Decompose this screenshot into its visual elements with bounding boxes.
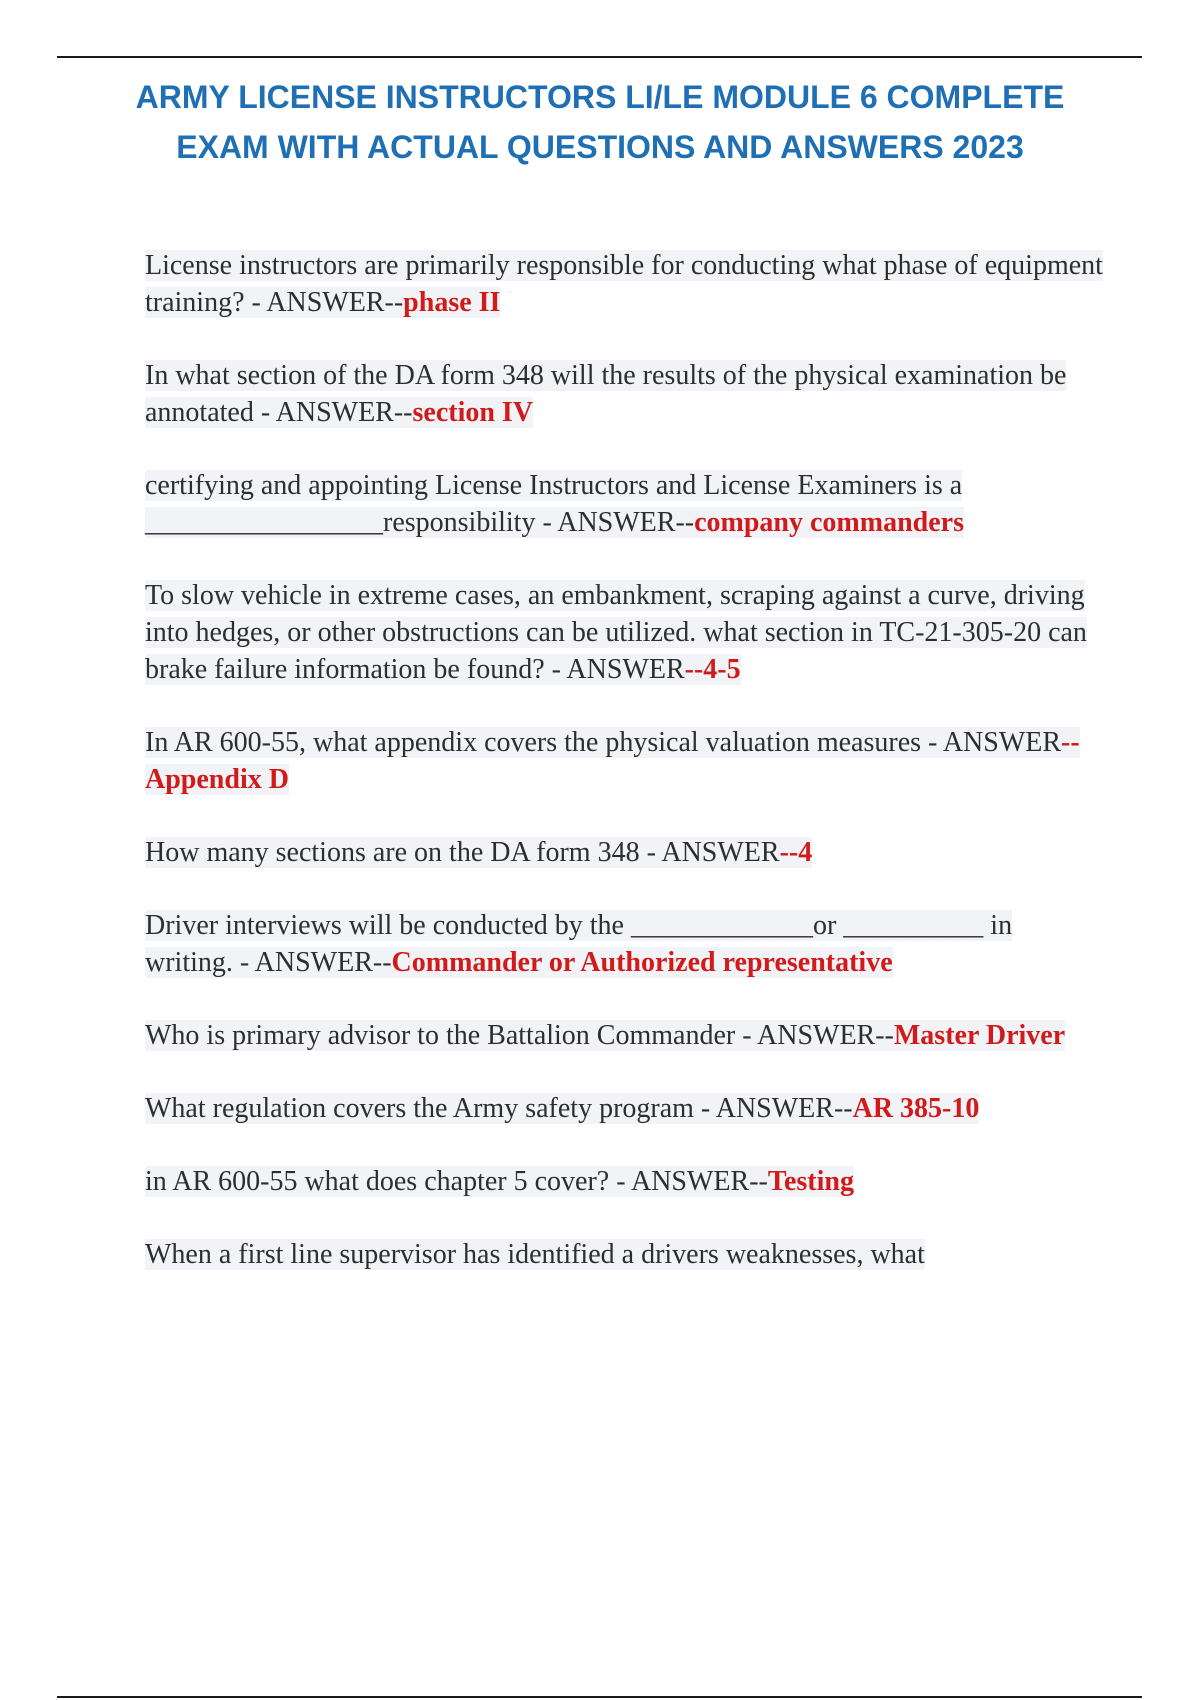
answer-text: AR 385-10 (852, 1093, 980, 1124)
qa-item (145, 247, 1105, 321)
bottom-rule (57, 1696, 1142, 1698)
answer-separator: ANSWER-- (557, 507, 695, 538)
question-text: Who is primary advisor to the Battalion Commander - (145, 1020, 757, 1051)
answer-text: --4-5 (684, 654, 741, 685)
question-text: certifying and appointing License Instructors and License Examiners is a _________________responsibility - (145, 470, 963, 538)
qa-item (145, 907, 1105, 981)
question-text: License instructors are primarily responsible for conducting what phase of equipment training? - (145, 250, 1103, 318)
answer-separator: ANSWER (942, 727, 1062, 758)
question-text: in AR 600-55 what does chapter 5 cover? - (145, 1166, 631, 1197)
answer-text: phase II (403, 287, 501, 318)
question-text: How many sections are on the DA form 348 - (145, 837, 662, 868)
qa-item (145, 724, 1105, 798)
answer-text: Master Driver (893, 1020, 1066, 1051)
answer-separator: ANSWER-- (715, 1093, 853, 1124)
qa-item (145, 834, 1105, 871)
answer-text: section IV (412, 397, 534, 428)
question-text: What regulation covers the Army safety program - (145, 1093, 716, 1124)
question-text: In what section of the DA form 348 will the results of the physical examination be annotated - (145, 360, 1067, 428)
document-title: ARMY LICENSE INSTRUCTORS LI/LE MODULE 6 COMPLETE EXAM WITH ACTUAL QUESTIONS AND ANSWERS 2023 (135, 79, 1065, 165)
qa-item (145, 1163, 1105, 1200)
qa-item (145, 357, 1105, 431)
qa-item (145, 1236, 1105, 1273)
qa-item (145, 577, 1105, 688)
qa-item (145, 467, 1105, 541)
answer-text: company commanders (694, 507, 964, 538)
answer-separator: ANSWER-- (266, 287, 404, 318)
answer-separator: ANSWER-- (275, 397, 413, 428)
answer-text: Commander or Authorized representative (391, 947, 893, 978)
question-text: Driver interviews will be conducted by the _____________or __________ in writing. - (145, 910, 1013, 978)
qa-list (145, 247, 1105, 1309)
answer-separator: ANSWER-- (254, 947, 392, 978)
answer-separator: ANSWER-- (757, 1020, 894, 1051)
top-rule (57, 56, 1142, 58)
answer-text: Testing (767, 1166, 854, 1197)
qa-item (145, 1090, 1105, 1127)
question-text: To slow vehicle in extreme cases, an embankment, scraping against a curve, driving into hedges, or other obstructions can be utilized. what section in TC-21-305-20 can brake failure information be found? - (145, 580, 1087, 685)
answer-text: --4 (779, 837, 813, 868)
answer-separator: ANSWER-- (630, 1166, 768, 1197)
question-text: In AR 600-55, what appendix covers the physical valuation measures - (145, 727, 943, 758)
answer-text: --Appendix D (145, 727, 1080, 795)
question-text: When a first line supervisor has identified a drivers weaknesses, what (145, 1239, 925, 1270)
answer-separator: ANSWER (661, 837, 780, 868)
answer-separator: ANSWER (566, 654, 685, 685)
qa-item (145, 1017, 1105, 1054)
